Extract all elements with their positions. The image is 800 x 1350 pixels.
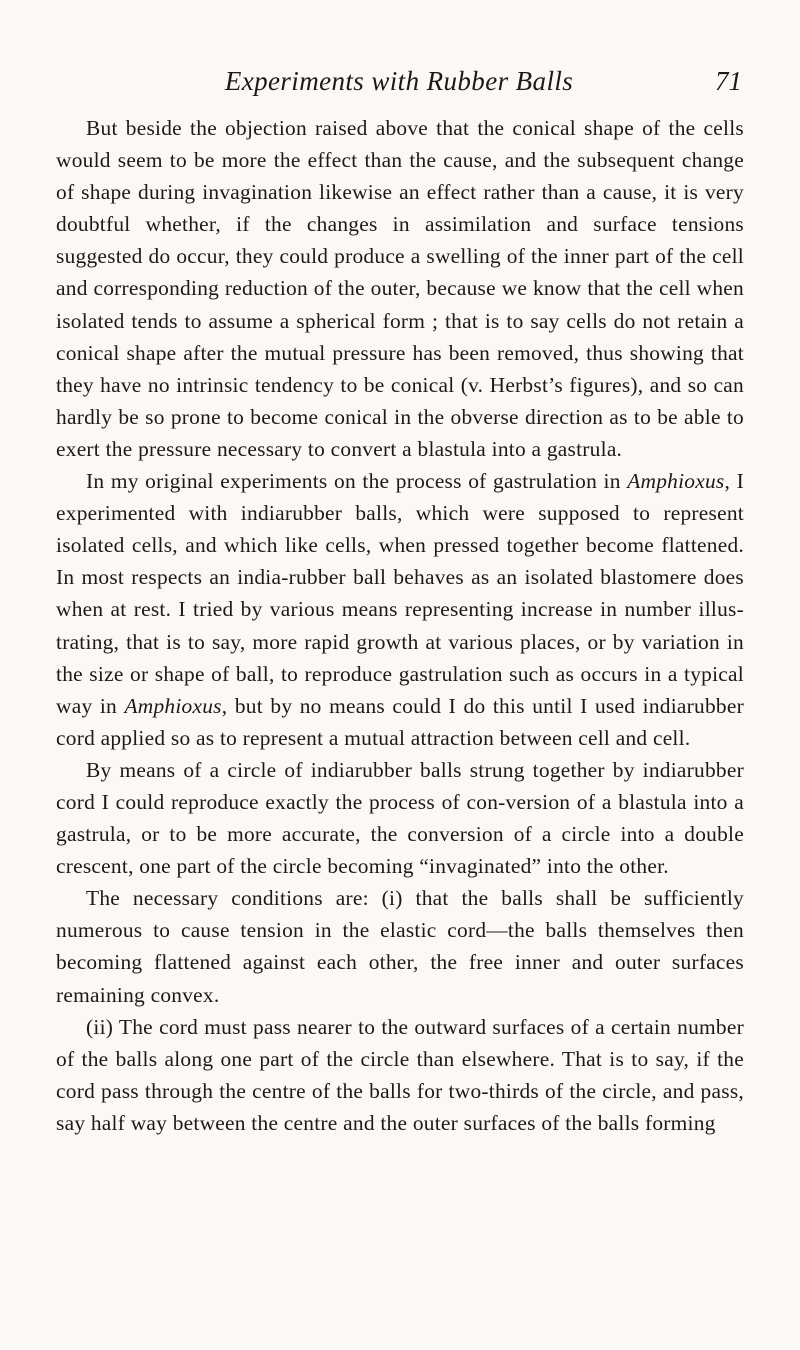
page-number: 71 [715,66,742,96]
paragraph-text: But beside the objection raised above that the conical shape of the cells would seem to be more the effect than the cause, and the subsequent change of shape during invagination likewise an effect rather than a cause, it is very doubtful whether, if the changes in assimilation and surface tensions suggested do occur, they could produce a swelling of the inner part of the cell and corresponding reduction of the outer, because we know that the cell when isolated tends to assume a spherical form ; that is to say cells do not retain a conical shape after the mutual pressure has been removed, thus showing that they have no intrinsic tendency to be conical (v. Herbst’s figures), and so can hardly be so prone to become conical in the obverse direction as to be able to exert the pressure necessary to convert a blastula into a gastrula. [56,116,744,461]
body-text [56,112,744,1139]
paragraph-text: , but by no means could I do this until I used indiarubber cord applied so as to represent a mutual attraction between cell and cell. [56,693,744,750]
running-title: Experiments with Rubber Balls [224,66,574,96]
paragraph-text: The necessary conditions are: (i) that the balls shall be sufficiently numerous to cause tension in the elastic cord—the balls themselves then becoming flattened against each other, the free inner and outer surfaces remaining convex. [56,886,744,1007]
paragraph-text: , I experimented with indiarubber balls, which were supposed to represent isolated cells, and which like cells, when pressed together become flattened. In most respects an india-rubber ball behaves as an isolated blastomere does when at rest. I tried by various means representing increase in number illus-trating, that is to say, more rapid growth at various places, or by variation in the size or shape of ball, to reproduce gastrulation such as occurs in a typical way in [56,469,744,718]
paragraph-text: By means of a circle of indiarubber balls strung together by indiarubber cord I could reproduce exactly the process of con-version of a blastula into a gastrula, or to be more accurate, the conversion of a circle into a double crescent, one part of the circle becoming “invaginated” into the other. [56,757,744,879]
paragraph-text: (ii) The cord must pass nearer to the outward surfaces of a certain number of the balls along one part of the circle than elsewhere. That is to say, if the cord pass through the centre of the balls for two-thirds of the circle, and pass, say half way between the centre and the outer surfaces of the balls forming [56,1014,744,1135]
paragraph-text: In my original experiments on the process of gastrulation in [86,469,628,494]
genus-name-italic: Amphioxus [124,693,222,718]
paragraph-1 [56,112,744,465]
paragraph-4 [56,882,744,1010]
genus-name-italic: Amphioxus [627,469,725,494]
paragraph-5 [56,1011,744,1139]
paragraph-3 [56,754,744,882]
page-header [56,66,742,102]
paragraph-2 [56,465,744,754]
